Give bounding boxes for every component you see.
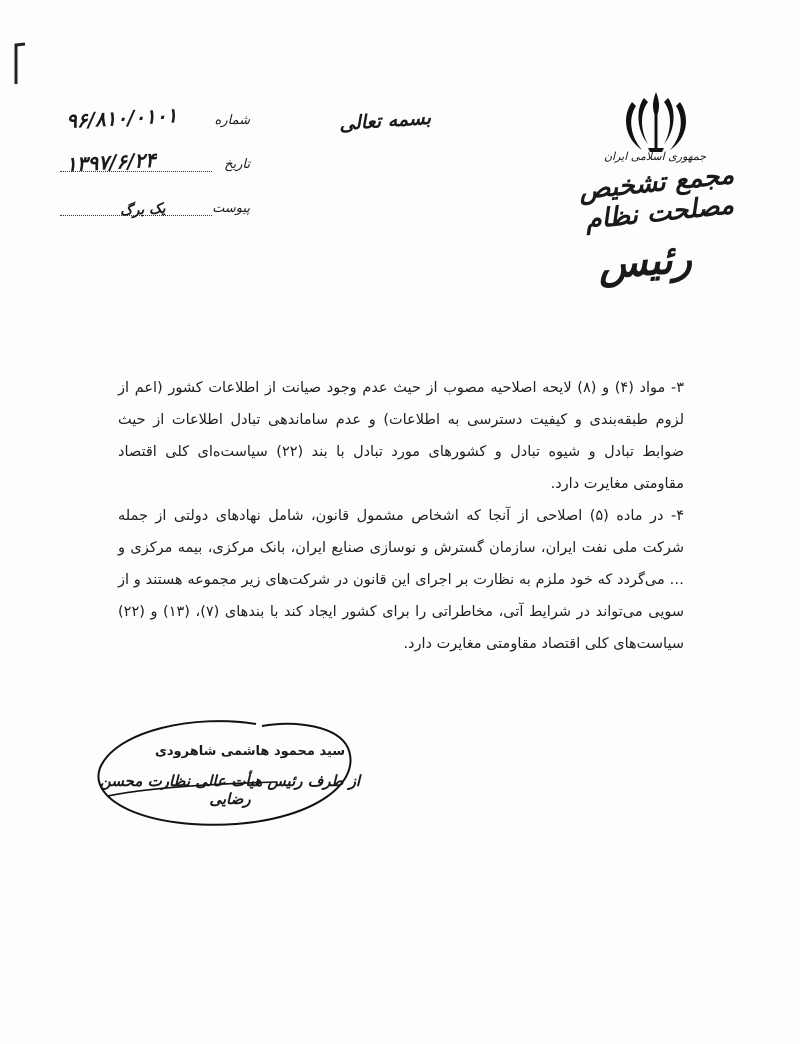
- letter-body: [118, 372, 684, 660]
- reference-date-row: [60, 144, 250, 178]
- number-value: ۹۶/۸۱۰/۰۱۰۱: [65, 103, 178, 133]
- number-label: شماره: [214, 113, 250, 128]
- org-title: رئیس: [596, 234, 694, 289]
- basmala-heading: بسمه تعالی: [338, 106, 432, 136]
- org-name: مجمع تشخیص مصلحت نظام: [577, 160, 736, 236]
- date-value: ۱۳۹۷/۶/۲۴: [65, 147, 157, 177]
- signatory-name: سید محمود هاشمی شاهرودی: [154, 744, 346, 759]
- attachment-label: پیوست: [212, 201, 250, 216]
- emblem-of-iran-icon: [618, 88, 694, 156]
- signatory-title: از طرف رئیس هیأت عالی نظارت محسن رضایی: [99, 772, 361, 808]
- corner-bracket-mark: [12, 42, 28, 86]
- attachment-value: یک برگ: [119, 200, 166, 220]
- paragraph-3: ۳- مواد (۴) و (۸) لایحه اصلاحیه مصوب از حیث عدم وجود صیانت از اطلاعات کشور (اعم از لزوم طبقه‌بندی و کیفیت دسترسی به اطلاعات) و عدم ساماندهی تبادل اطلاعات از حیث ضوابط تبادل و شیوه تبادل و کشورهای مورد تبادل با بند (۲۲) سیاست‌ه‌ای کلی اقتصاد مقاومتی مغایرت دارد.: [118, 380, 684, 492]
- date-label: تاریخ: [224, 157, 250, 172]
- reference-number-row: [60, 100, 250, 134]
- reference-attachment-row: [60, 188, 250, 222]
- paragraph-4: ۴- در ماده (۵) اصلاحی از آنجا که اشخاص مشمول قانون، شامل نهادهای دولتی از جمله شرکت ملی نفت ایران، سازمان گسترش و نوسازی صنایع ایران، بانک مرکزی، بیمه مرکزی و … می‌گردد که خود ملزم به نظارت بر اجرای این قانون در شرکت‌های زیر مجموعه هستند و از سویی می‌تواند در شرایط آتی، مخاطراتی را برای کشور ایجاد کند با بندهای (۷)، (۱۳) و (۲۲) سیاست‌های کلی اقتصاد مقاومتی مغایرت دارد.: [118, 508, 684, 652]
- org-country-label: جمهوری اسلامی ایران: [603, 150, 707, 163]
